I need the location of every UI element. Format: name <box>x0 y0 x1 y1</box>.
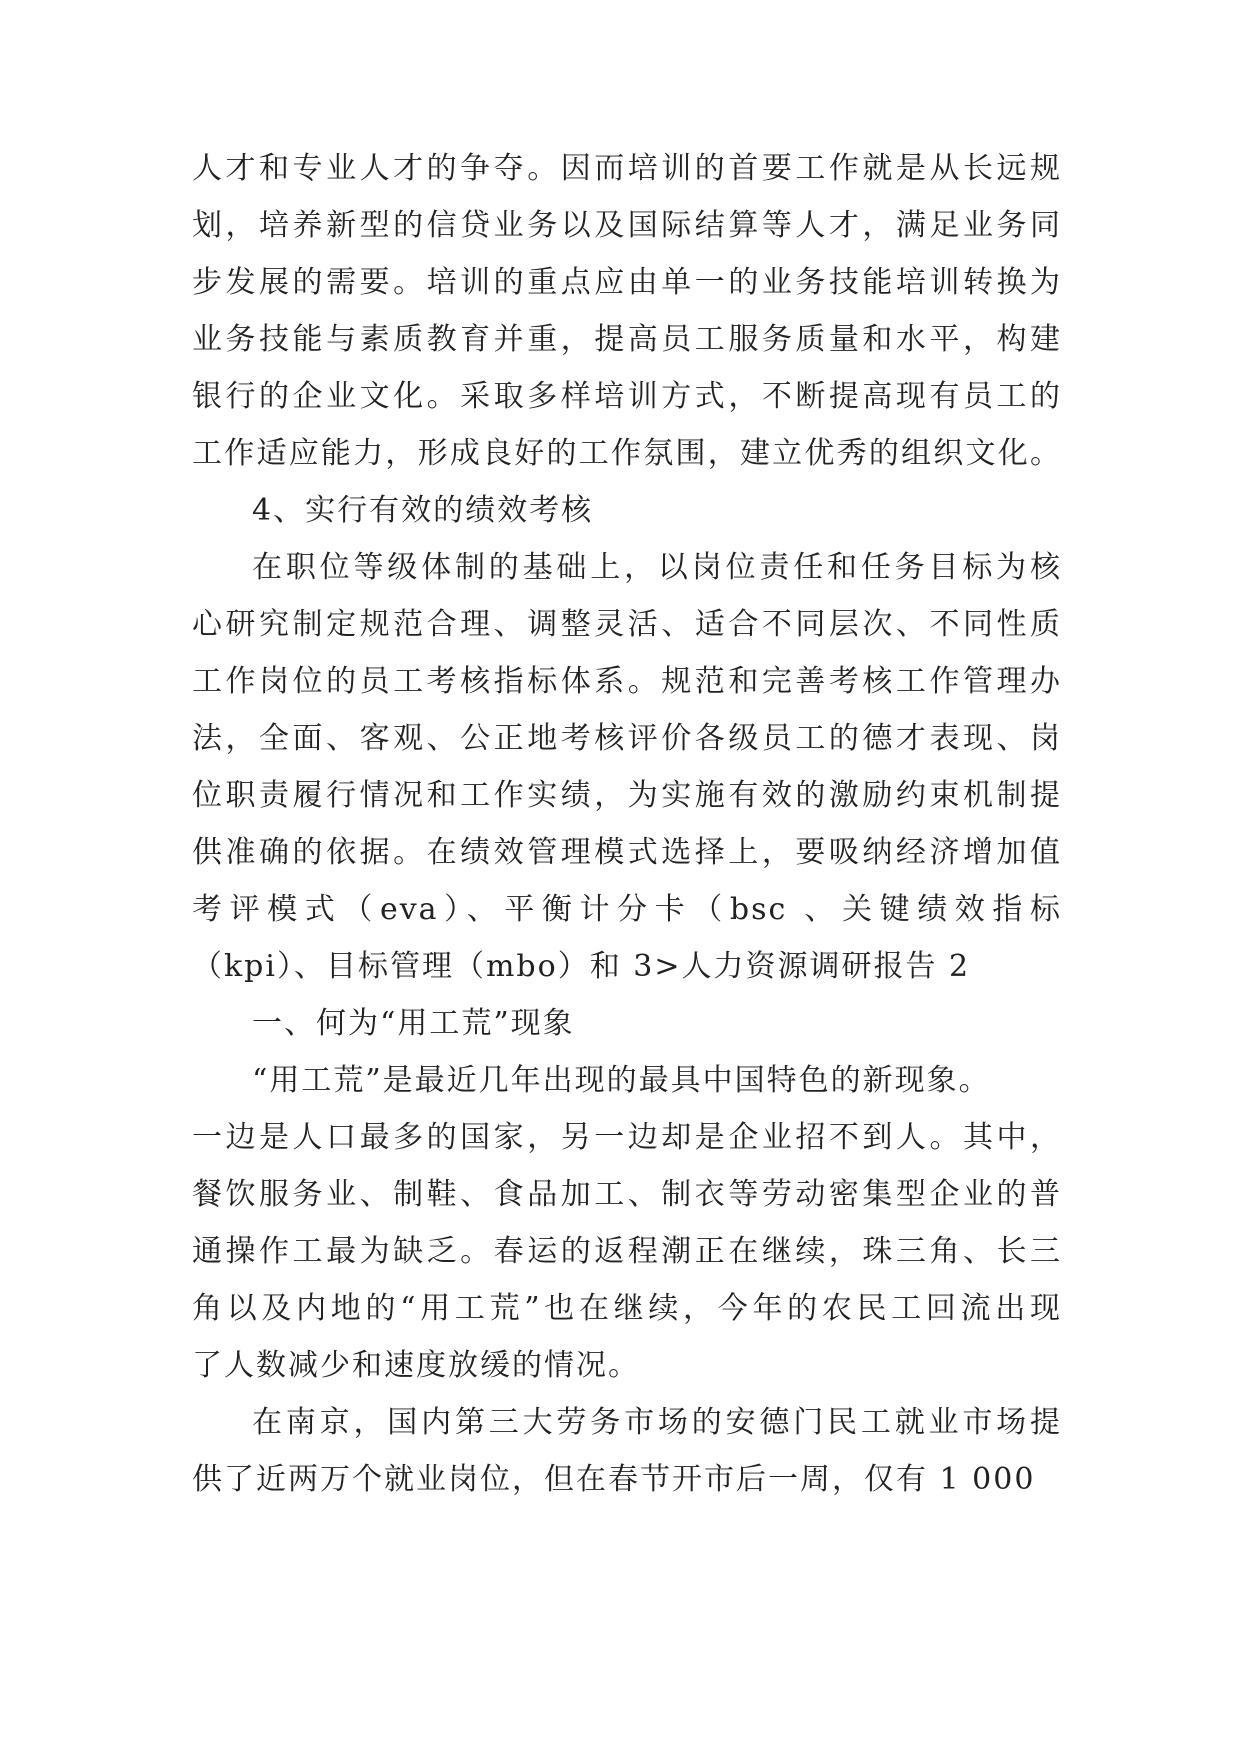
text-line-22: 了人数减少和速度放缓的情况。 <box>192 1348 640 1383</box>
text-line-13: 供准确的依据。在绩效管理模式选择上，要吸纳经济增加值 <box>192 835 1062 870</box>
text-line-24: 供了近两万个就业岗位，但在春节开市后一周，仅有 1 000 <box>192 1462 1036 1497</box>
text-line-14: 考评模式（eva）、平衡计分卡（bsc 、关键绩效指标 <box>192 892 1062 927</box>
text-line-23: 在南京，国内第三大劳务市场的安德门民工就业市场提 <box>252 1405 1062 1440</box>
text-line-20: 通操作工最为缺乏。春运的返程潮正在继续，珠三角、长三 <box>192 1234 1062 1269</box>
text-line-15: （kpi）、目标管理（mbo）和 3>人力资源调研报告 2 <box>192 949 971 984</box>
text-line-10: 工作岗位的员工考核指标体系。规范和完善考核工作管理办 <box>192 664 1062 699</box>
text-line-2: 划，培养新型的信贷业务以及国际结算等人才，满足业务同 <box>192 208 1062 243</box>
section-heading-performance: 4、实行有效的绩效考核 <box>252 493 594 528</box>
text-line-18: 一边是人口最多的国家，另一边却是企业招不到人。其中， <box>192 1120 1062 1155</box>
text-line-17: “用工荒”是最近几年出现的最具中国特色的新现象。 <box>252 1063 991 1098</box>
text-line-21: 角以及内地的“用工荒”也在继续，今年的农民工回流出现 <box>192 1291 1062 1326</box>
section-heading-labor-shortage: 一、何为“用工荒”现象 <box>252 1006 575 1041</box>
text-line-3: 步发展的需要。培训的重点应由单一的业务技能培训转换为 <box>192 265 1062 300</box>
text-line-9: 心研究制定规范合理、调整灵活、适合不同层次、不同性质 <box>192 607 1062 642</box>
text-line-4: 业务技能与素质教育并重，提高员工服务质量和水平，构建 <box>192 322 1062 357</box>
text-line-19: 餐饮服务业、制鞋、食品加工、制衣等劳动密集型企业的普 <box>192 1177 1062 1212</box>
text-line-1: 人才和专业人才的争夺。因而培训的首要工作就是从长远规 <box>192 151 1062 186</box>
text-line-6: 工作适应能力，形成良好的工作氛围，建立优秀的组织文化。 <box>192 436 1062 471</box>
text-line-12: 位职责履行情况和工作实绩，为实施有效的激励约束机制提 <box>192 778 1062 813</box>
text-line-11: 法，全面、客观、公正地考核评价各级员工的德才表现、岗 <box>192 721 1062 756</box>
text-line-8: 在职位等级体制的基础上，以岗位责任和任务目标为核 <box>252 550 1062 585</box>
text-line-5: 银行的企业文化。采取多样培训方式，不断提高现有员工的 <box>192 379 1062 414</box>
